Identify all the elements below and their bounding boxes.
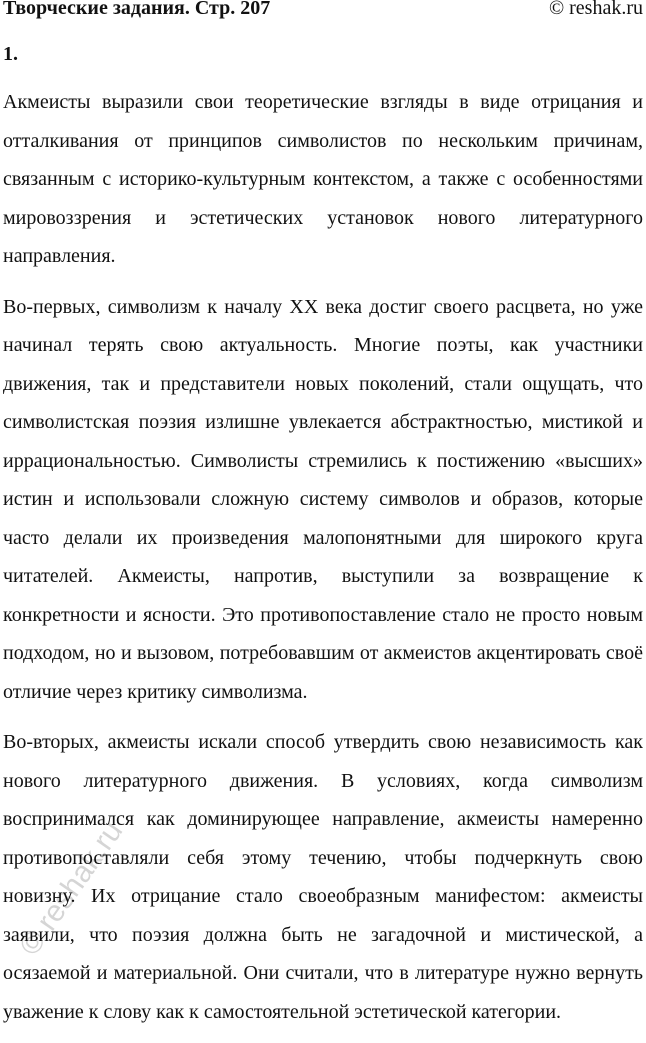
paragraph-intro: Акмеисты выразили свои теоретические взгляды в виде отрицания и отталкивания от принципов символистов по нескольким причинам, связанным с историко-культурным контекстом, а также с особенностями мировоззрения и эстетических установок нового литературного направления. <box>3 91 643 267</box>
watermark-text: © reshak.ru <box>13 815 130 962</box>
page-title: Творческие задания. Стр. 207 <box>3 0 271 19</box>
paragraph-first-reason: Во-первых, символизм к началу XX века достиг своего расцвета, но уже начинал терять свою актуальность. Многие поэты, как участники движения, так и представители новых поколений, стали ощущать, что символистская поэзия излишне увлекается абстрактностью, мистикой и иррациональностью. Символисты стремились к постижению «высших» истин и использовали сложную систему символов и образов, которые часто делали их произведения малопонятными для широкого круга читателей. Акмеисты, напротив, выступили за возвращение к конкретности и ясности. Это противопоставление стало не просто новым подходом, но и вызовом, потребовавшим от акмеистов акцентировать своё отличие через критику символизма. <box>3 295 643 703</box>
answer-text <box>3 83 643 1043</box>
source-credit: © reshak.ru <box>548 0 643 19</box>
paragraph-second-reason: Во-вторых, акмеисты искали способ утвердить свою независимость как нового литературного движения. В условиях, когда символизм воспринимался как доминирующее направление, акмеисты намеренно противопоставляли себя этому течению, чтобы подчеркнуть свою новизну. Их отрицание стало своеобразным манифестом: акмеисты заявили, что поэзия должна быть не загадочной и мистической, а осязаемой и материальной. Они считали, что в литературе нужно вернуть уважение к слову как к самостоятельной эстетической категории. <box>3 731 643 1023</box>
page-header <box>3 0 643 24</box>
task-number: 1. <box>3 43 18 65</box>
